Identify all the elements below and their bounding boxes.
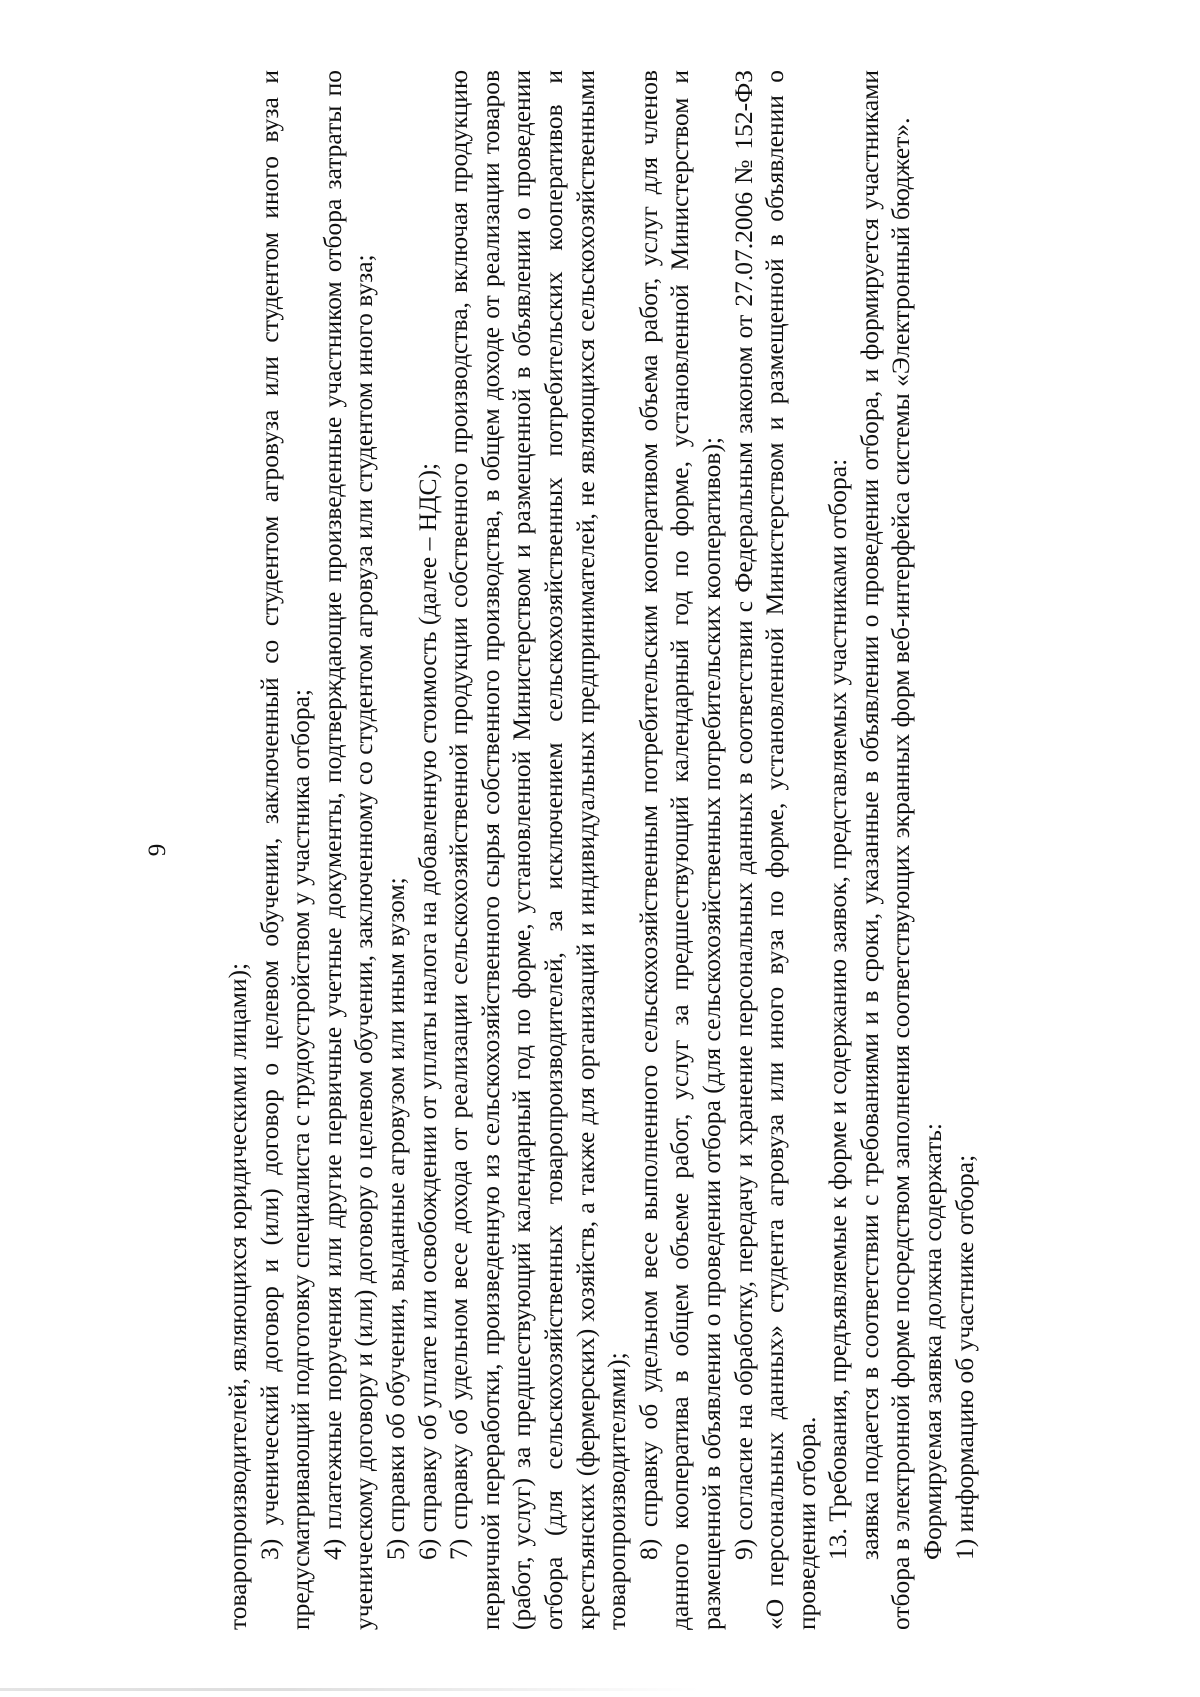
paragraph: 4) платежные поручения или другие первичные учетные документы, подтверждающие произведенные участником отбора затраты по ученическому договору и (или) договору о целевом обучении, заключенному со студентом агровуза или студентом иного вуза; xyxy=(317,70,379,1630)
document-body xyxy=(222,70,980,1630)
rotated-page-content xyxy=(72,20,1112,1680)
paragraph: товаропроизводителей, являющихся юридическими лицами); xyxy=(223,962,252,1630)
paragraph: 7) справку об удельном весе дохода от реализации сельскохозяйственной продукции собственного производства, включая продукцию первичной переработки, произведенную из сельскохозяйственного сырья собственного производства, в общем доходе от реализации товаров (работ, услуг) за предшествующий календарный год по форме, установленной Министерством и размещенной в объявлении о проведении отбора (для сельскохозяйственных товаропроизводителей, за исключением сельскохозяйственных потребительских кооперативов и крестьянских (фермерских) хозяйств, а также для организаций и индивидуальных предпринимателей, не являющихся сельскохозяйственными товаропроизводителями); xyxy=(444,70,632,1630)
paragraph: 3) ученический договор и (или) договор о целевом обучении, заключенный со студентом агровуза или студентом иного вуза и предусматривающий подготовку специалиста с трудоустройством у участника отбора; xyxy=(254,70,316,1630)
paragraph: 5) справки об обучении, выданные агровузом или иным вузом; xyxy=(380,877,410,1560)
paragraph: заявка подается в соответствии с требованиями и в сроки, указанные в объявлении о проведении отбора, и формируется участниками отбора в электронной форме посредством заполнения соответствующих экранных форм веб-интерфейса системы «Электронный бюджет». xyxy=(854,70,916,1630)
paragraph: 1) информацию об участнике отбора; xyxy=(949,1154,979,1560)
page-number: 9 xyxy=(144,843,171,857)
paragraph: 9) согласие на обработку, передачу и хранение персональных данных в соответствии с Федеральным законом от 27.07.2006 № 152-ФЗ «О персональных данных» студента агровуза или иного вуза по форме, установленной Министерством и размещенной в объявлении о проведении отбора. xyxy=(728,70,821,1630)
paragraph: Формируемая заявка должна содержать: xyxy=(918,1122,948,1560)
paragraph: 6) справку об уплате или освобождении от уплаты налога на добавленную стоимость (далее – НДС); xyxy=(412,462,442,1560)
paragraph: 13. Требования, предъявляемые к форме и содержанию заявок, представляемых участниками отбора: xyxy=(823,458,853,1560)
scan-artifact-line xyxy=(0,1688,700,1691)
paragraph: 8) справку об удельном весе выполненного сельскохозяйственным потребительским кооперативом объема работ, услуг для членов данного кооператива в общем объеме работ, услуг за предшествующий календарный год по форме, установленной Министерством и размещенной в объявлении о проведении отбора (для сельскохозяйственных потребительских кооперативов); xyxy=(633,70,726,1630)
